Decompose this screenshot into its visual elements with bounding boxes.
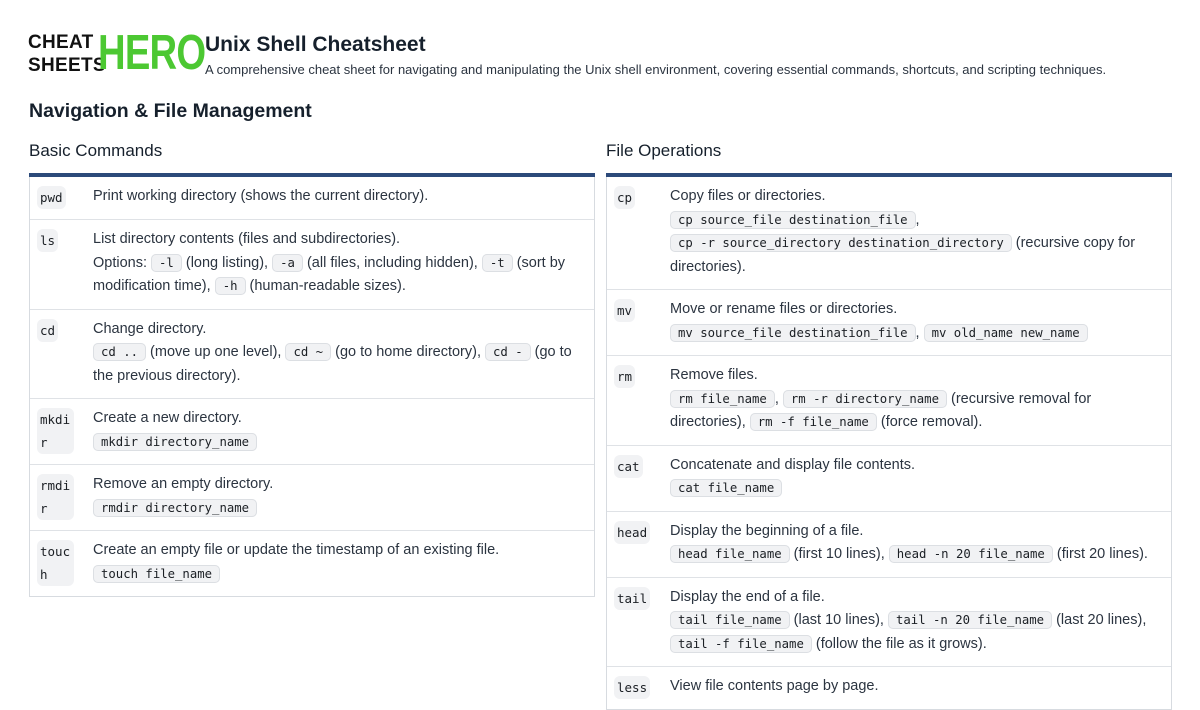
command-description [74, 539, 586, 586]
command-description [651, 520, 1163, 567]
code-snippet: head -n 20 file_name [889, 545, 1053, 563]
code-snippet: mv old_name new_name [924, 324, 1088, 342]
description-text: Display the beginning of a file. [670, 522, 864, 539]
command-cell [614, 454, 651, 501]
code-snippet: tail -n 20 file_name [888, 611, 1052, 629]
code-snippet: cp source_file destination_file [670, 211, 916, 229]
table-row [607, 177, 1171, 290]
description-text: List directory contents (files and subdirectories). [93, 231, 401, 247]
command-description [651, 185, 1163, 279]
command-name: touch [37, 540, 74, 586]
description-text: (first 10 lines), [789, 546, 889, 562]
description-text: Create an empty file or update the timestamp of an existing file. [93, 542, 500, 558]
description-text: Change directory. [93, 320, 207, 337]
description-text: (last 20 lines), [1052, 612, 1147, 628]
description-text: View file contents page by page. [670, 678, 879, 694]
code-snippet: -h [215, 277, 246, 295]
description-text: , [915, 211, 920, 228]
command-cell [614, 586, 651, 657]
description-text: (sort by modification time), [93, 254, 566, 294]
description-text: (recursive copy for directories). [670, 235, 1136, 275]
command-name: rmdir [37, 474, 74, 520]
description-text: (recursive removal for directories), [670, 390, 1092, 430]
table-row [30, 310, 594, 400]
description-text: , [774, 390, 783, 407]
command-description [651, 675, 1163, 699]
table-row [30, 220, 594, 310]
code-snippet: rm -f file_name [750, 413, 877, 431]
logo-text-hero: HERO [98, 26, 206, 80]
card-title-basic-commands: Basic Commands [29, 141, 163, 160]
code-snippet: touch file_name [93, 565, 220, 583]
command-cell [614, 675, 651, 699]
command-cell [37, 228, 74, 299]
command-name: ls [37, 229, 58, 252]
command-name: mv [614, 299, 635, 322]
description-text: Remove files. [670, 367, 758, 383]
command-description [651, 586, 1163, 657]
description-text: (go to the previous directory). [93, 344, 572, 384]
table-row [607, 356, 1171, 446]
table-row [607, 290, 1171, 356]
description-text: (long listing), [181, 254, 273, 271]
command-cell [614, 520, 651, 567]
code-snippet: cd ~ [285, 343, 331, 361]
description-text: (follow the file as it grows). [811, 635, 987, 652]
description-text: Display the end of a file. [670, 588, 825, 605]
command-cell [37, 185, 74, 209]
command-description [651, 298, 1163, 345]
command-name: less [614, 676, 650, 699]
code-snippet: mkdir directory_name [93, 433, 257, 451]
description-text: (first 20 lines). [1052, 546, 1148, 562]
command-description [74, 473, 586, 520]
command-description [74, 228, 586, 299]
basic-commands-card [29, 140, 595, 597]
table-row [30, 399, 594, 465]
description-text: (force removal). [876, 414, 983, 430]
code-snippet: tail -f file_name [670, 635, 812, 653]
code-snippet: head file_name [670, 545, 790, 563]
description-text: Print working directory (shows the current directory). [93, 188, 429, 204]
code-snippet: cd - [485, 343, 531, 361]
description-text: Options: [93, 254, 152, 271]
command-description [651, 364, 1163, 435]
command-name: cd [37, 319, 58, 342]
description-text: Copy files or directories. [670, 188, 826, 204]
command-cell [37, 473, 74, 520]
description-text: (human-readable sizes). [245, 278, 406, 294]
code-snippet: cd .. [93, 343, 146, 361]
basic-commands-table [29, 177, 595, 597]
table-row [30, 531, 594, 596]
description-text: (go to home directory), [331, 344, 486, 360]
command-cell [614, 185, 651, 279]
code-snippet: -a [272, 254, 303, 272]
command-cell [614, 298, 651, 345]
command-description [74, 407, 586, 454]
command-description [74, 185, 586, 209]
code-snippet: -l [151, 254, 182, 272]
command-cell [37, 318, 74, 389]
command-name: mkdir [37, 408, 74, 454]
code-snippet: mv source_file destination_file [670, 324, 916, 342]
table-row [30, 177, 594, 220]
description-text: Create a new directory. [93, 410, 242, 426]
description-text: (all files, including hidden), [302, 254, 482, 271]
table-row [607, 667, 1171, 709]
description-text: Concatenate and display file contents. [670, 456, 916, 473]
file-operations-table [606, 177, 1172, 710]
code-snippet: rm -r directory_name [783, 390, 947, 408]
table-row [30, 465, 594, 531]
command-cell [37, 407, 74, 454]
logo-text-cheat: CHEAT [28, 32, 94, 53]
description-text: (last 10 lines), [789, 612, 888, 628]
card-title-file-operations: File Operations [606, 141, 722, 160]
description-text: Remove an empty directory. [93, 476, 274, 492]
command-cell [37, 539, 74, 586]
command-name: rm [614, 365, 635, 388]
code-snippet: rmdir directory_name [93, 499, 257, 517]
table-row [607, 446, 1171, 512]
code-snippet: cp -r source_directory destination_directory [670, 234, 1012, 252]
command-cell [614, 364, 651, 435]
code-snippet: tail file_name [670, 611, 790, 629]
page-title: Unix Shell Cheatsheet [205, 33, 426, 56]
table-row [607, 578, 1171, 668]
file-operations-card [606, 140, 1172, 710]
logo-text-sheets: SHEETS [28, 55, 106, 76]
description-text: (move up one level), [146, 344, 286, 360]
command-name: cp [614, 186, 635, 209]
command-description [651, 454, 1163, 501]
code-snippet: cat file_name [670, 479, 782, 497]
description-text: , [915, 324, 924, 341]
command-name: tail [614, 587, 650, 610]
cheatsheets-hero-logo[interactable] [28, 26, 206, 80]
code-snippet: rm file_name [670, 390, 775, 408]
page-subtitle: A comprehensive cheat sheet for navigating and manipulating the Unix shell environment, covering essential commands, shortcuts, and scripting techniques. [205, 62, 1107, 77]
command-name: head [614, 521, 650, 544]
command-description [74, 318, 586, 389]
table-row [607, 512, 1171, 578]
command-name: cat [614, 455, 643, 478]
code-snippet: -t [482, 254, 513, 272]
command-name: pwd [37, 186, 66, 209]
description-text: Move or rename files or directories. [670, 301, 898, 317]
section-title: Navigation & File Management [29, 100, 312, 122]
